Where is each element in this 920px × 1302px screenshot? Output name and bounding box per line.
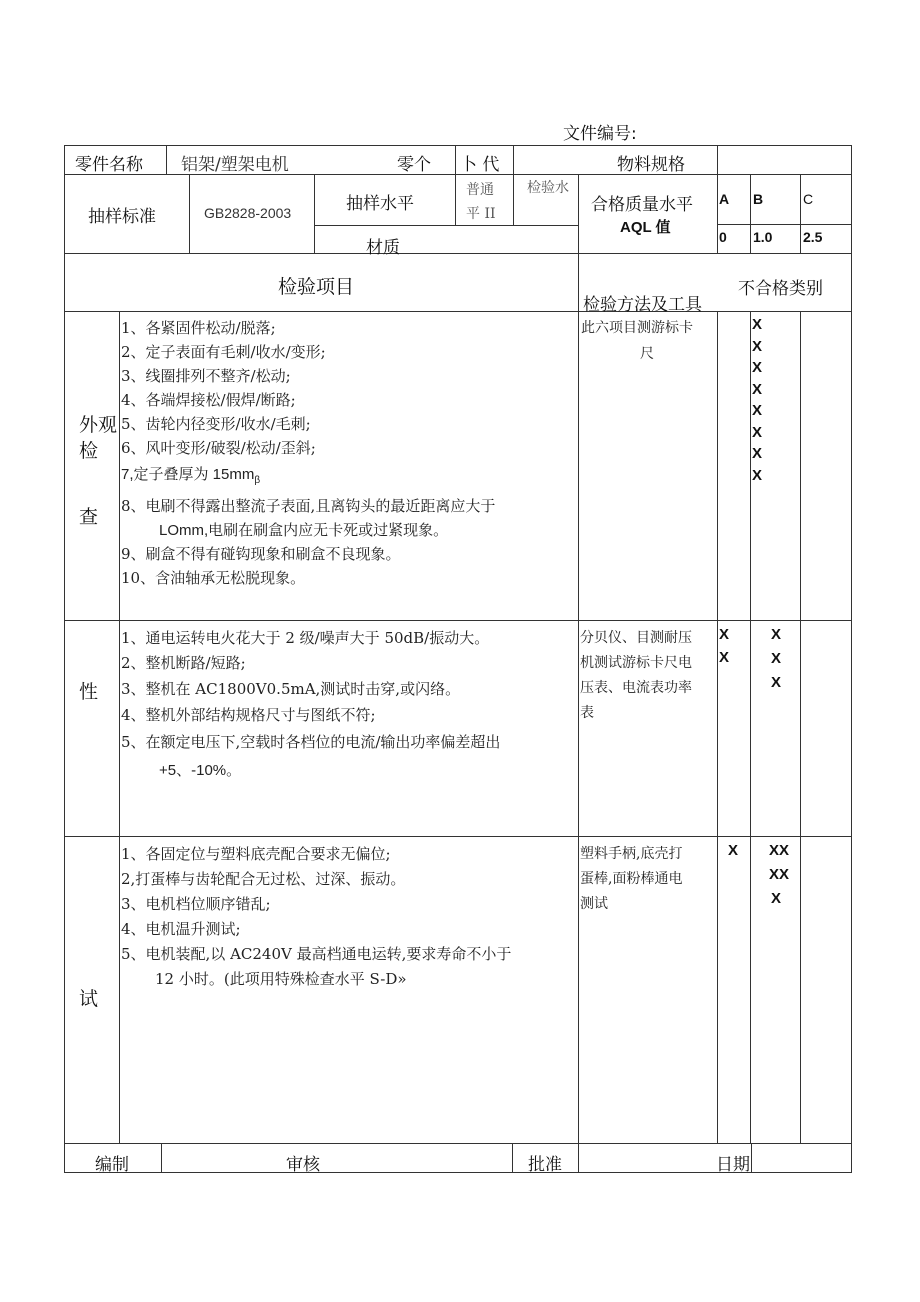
table-border-right [851,145,852,1173]
table-line [64,1143,851,1144]
section-label-test: 试 [79,988,99,1010]
method-line: 表 [580,705,594,721]
aql-label-2: AQL 值 [620,219,671,236]
section-label-appearance: 检 [79,440,99,462]
list-item: 3、线圈排列不整齐/松动; [121,367,291,385]
part-code: 卜 代 [460,155,500,175]
defect-marks-b [752,314,762,486]
section-label-performance: 性 [79,681,99,703]
list-item: +5、-10%。 [159,762,242,779]
table-line [64,620,851,621]
defect-marks-b [771,623,781,695]
list-item: 12 小时。(此项用特殊检查水平 S-D» [155,970,407,988]
sampling-std-label: 抽样标准 [88,207,156,227]
method-line: 分贝仪、目测耐压 [580,630,692,646]
sampling-level-value-2: 平 II [466,206,496,222]
method-line: 塑料手柄,底壳打 [580,846,683,862]
defect-mark: X [771,626,782,643]
defect-mark: X [752,380,763,398]
list-item: 3、整机在 AC1800V0.5mA,测试时击穿,或闪络。 [121,680,461,698]
defect-mark: X [771,674,782,691]
defect-mark: X [719,626,730,643]
defect-mark: X [719,649,730,666]
method-line: 测试 [580,896,608,912]
table-line [800,174,801,253]
list-item: 8、电刷不得露出整流子表面,且离钩头的最近距离应大于 [121,497,496,515]
method-heading: 检验方法及工具 [583,295,702,315]
list-item: 10、含油轴承无松脱现象。 [121,569,306,587]
table-line [64,253,851,254]
method-line: 压表、电流表功率 [580,680,692,696]
table-line [578,174,579,253]
defect-mark: X [752,466,763,484]
list-item: 1、通电运转电火花大于 2 级/噪声大于 50dB/振动大。 [121,629,490,647]
date-label: 日期 [716,1155,750,1175]
list-item: 5、齿轮内径变形/收水/毛刺; [121,415,311,433]
defect-marks-a [719,623,729,669]
defect-mark: X [728,842,739,859]
defect-mark: XX [769,866,790,883]
table-line [578,1143,579,1172]
list-item: 2、整机断路/短路; [121,654,246,672]
list-item: 2、定子表面有毛刺/收水/变形; [121,343,326,361]
defect-mark: XX [769,842,790,859]
list-item: 9、刷盒不得有碰钩现象和刷盒不良现象。 [121,545,401,563]
list-item: 5、在额定电压下,空载时各档位的电流/输出功率偏差超出 [121,733,501,751]
aql-col-c: C [803,191,814,207]
defect-heading: 不合格类别 [738,279,823,299]
part-name-label: 零件名称 [75,155,143,175]
method-text [580,842,682,917]
section-label-appearance: 查 [79,506,99,528]
sampling-level-value-1: 普通 [466,182,494,198]
table-line [166,145,167,174]
table-border-top [64,145,851,146]
table-line [750,174,751,253]
defect-marks-a [728,839,738,862]
list-item: 3、电机档位顺序错乱; [121,895,271,913]
defect-mark: X [752,316,763,333]
list-item: 6、风叶变形/破裂/松动/歪斜; [121,439,316,457]
table-line [512,1143,513,1172]
doc-number-label: 文件编号: [563,124,637,144]
table-line [513,174,514,225]
list-item: 1、各紧固件松动/脱落; [121,319,276,337]
table-line [578,253,579,1143]
defect-mark: X [752,445,763,462]
table-line [119,311,120,1143]
list-item: 2,打蛋棒与齿轮配合无过松、过深、振动。 [121,870,406,888]
material-label: 材质 [366,238,400,258]
part-label: 零个 [397,155,431,175]
table-line [64,311,851,312]
method-text [580,626,692,726]
method-line: 蛋棒,面粉棒通电 [580,871,683,887]
spec-label: 物料规格 [617,155,685,175]
aql-val-c: 2.5 [803,229,823,245]
method-text: 此六项目测游标卡 [581,320,693,336]
list-item: 5、电机装配,以 AC240V 最高档通电运转,要求寿命不小于 [121,945,512,963]
list-item: LOmm,电刷在刷盒内应无卡死或过紧现象。 [159,522,449,539]
defect-mark: X [771,890,782,907]
aql-label-1: 合格质量水平 [591,195,693,215]
defect-mark: X [752,402,763,419]
items-heading: 检验项目 [278,276,355,298]
table-line [314,225,578,226]
defect-mark: X [771,650,782,667]
table-line [455,174,456,225]
list-item [121,463,260,486]
table-border-left [64,145,65,1173]
list-item: 4、各端焊接松/假焊/断路; [121,391,296,409]
list-item: 4、整机外部结构规格尺寸与图纸不符; [121,706,376,724]
approve-label: 批准 [528,1155,562,1175]
defect-marks-b [769,839,789,911]
aql-val-a: 0 [719,229,727,245]
table-line [189,174,190,253]
aql-col-a: A [719,191,730,207]
list-item: 4、电机温升测试; [121,920,241,938]
defect-mark: X [752,337,763,355]
table-line [717,311,718,1143]
sampling-level-label: 抽样水平 [346,194,414,214]
aql-val-b: 1.0 [753,229,773,245]
list-item-sub: β [254,475,261,486]
list-item-text: 7,定子叠厚为 15mm [121,466,255,483]
method-line: 机测试游标卡尺电 [580,655,692,671]
aql-col-b: B [753,191,764,207]
defect-mark: X [752,359,763,376]
table-line [161,1143,162,1172]
method-text: 尺 [640,346,654,362]
compile-label: 编制 [95,1155,129,1175]
table-line [513,145,514,174]
inspection-level-label: 检验水 [527,180,569,196]
review-label: 审核 [286,1155,320,1175]
table-line [717,224,851,225]
table-line [751,1143,752,1172]
table-line [314,174,315,253]
table-line [800,311,801,1143]
part-name-value: 铝架/塑架电机 [181,155,289,175]
section-label-appearance: 外观 [79,414,118,436]
defect-mark: X [752,423,763,441]
table-line [750,311,751,1143]
table-line [64,836,851,837]
table-line [717,145,718,253]
list-item: 1、各固定位与塑料底壳配合要求无偏位; [121,845,391,863]
sampling-std-value: GB2828-2003 [204,205,292,221]
table-line [455,145,456,174]
